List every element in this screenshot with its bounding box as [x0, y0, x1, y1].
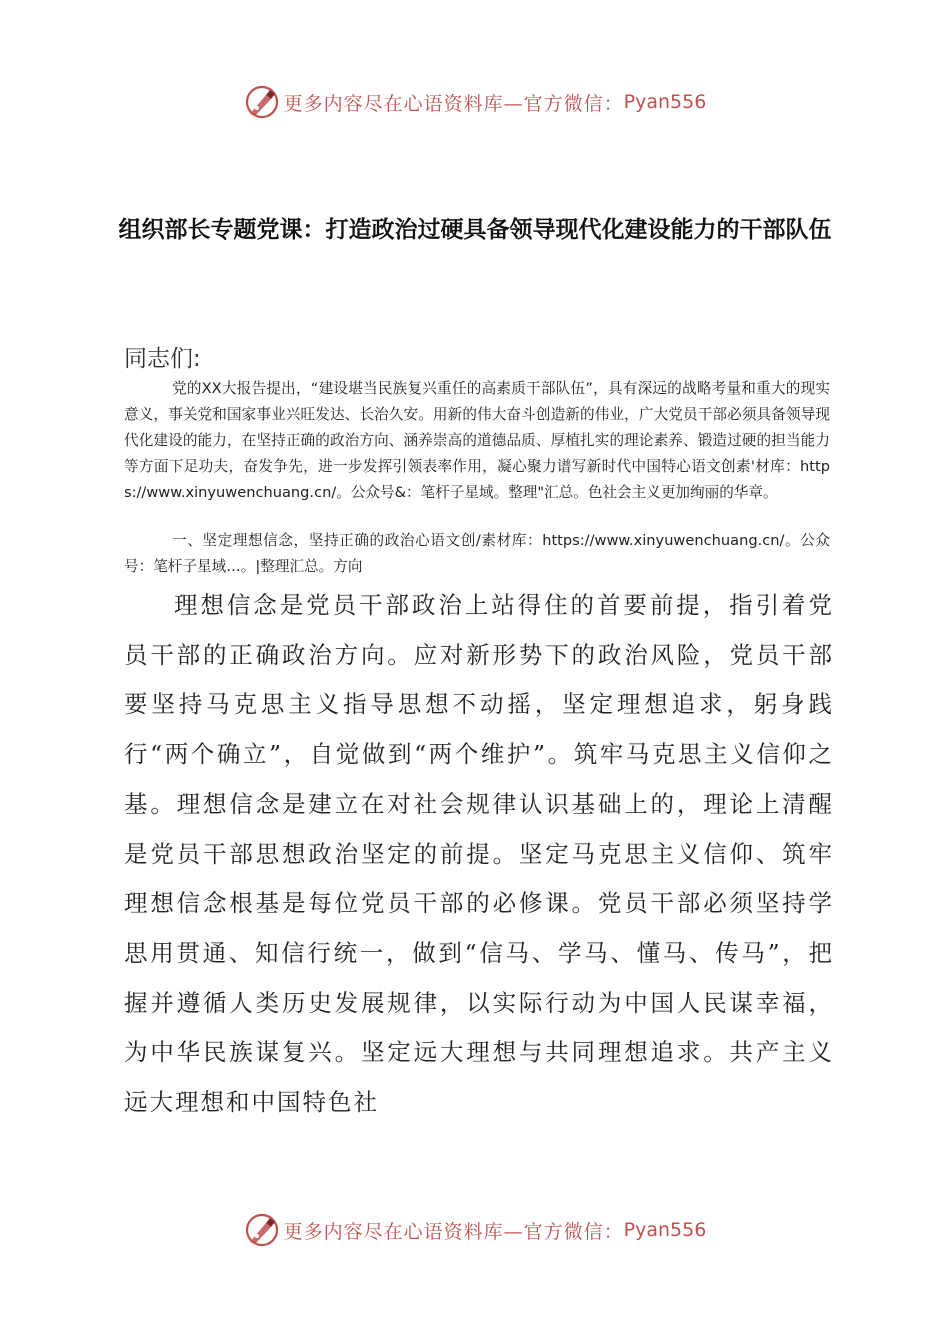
footer-banner-text: 更多内容尽在心语资料库—官方微信： [283, 1220, 624, 1243]
header-banner [0, 82, 950, 122]
document-title: 组织部长专题党课：打造政治过硬具备领导现代化建设能力的干部队伍 [118, 217, 832, 243]
pen-nib-logo-icon [244, 1212, 280, 1248]
intro-paragraph: 党的XX大报告提出，“建设堪当民族复兴重任的高素质干部队伍”，具有深远的战略考量和重大的现实意义，事关党和国家事业兴旺发达、长治久安。用新的伟大奋斗创造新的伟业，广大党员干部必须具备领导现代化建设的能力，在坚持正确的政治方向、涵养崇高的道德品质、厚植扎实的理论素养、锻造过硬的担当能力等方面下足功夫，奋发争先，进一步发挥引领表率作用，凝心聚力谱写新时代中国特心语文创素'材库：https://www.xinyuwenchuang.cn/。公众号&：笔杆子星域。整理"汇总。色社会主义更加绚丽的华章。 [124, 380, 830, 501]
greeting: 同志们: [124, 346, 201, 372]
footer-banner [0, 1210, 950, 1250]
banner-text: 更多内容尽在心语资料库—官方微信： [283, 92, 624, 115]
footer-banner-wechat-id: Pyan556 [623, 1219, 707, 1241]
main-paragraph: 理想信念是党员干部政治上站得住的首要前提，指引着党员干部的正确政治方向。应对新形势下的政治风险，党员干部要坚持马克思主义指导思想不动摇，坚定理想追求，躬身践行“两个确立”，自觉做到“两个维护”。筑牢马克思主义信仰之基。理想信念是建立在对社会规律认识基础上的，理论上清醒是党员干部思想政治坚定的前提。坚定马克思主义信仰、筑牢理想信念根基是每位党员干部的必修课。党员干部必须坚持学思用贯通、知信行统一，做到“信马、学马、懂马、传马”，把握并遵循人类历史发展规律，以实际行动为中国人民谋幸福，为中华民族谋复兴。坚定远大理想与共同理想追求。共产主义远大理想和中国特色社 [124, 591, 834, 1117]
banner-wechat-id: Pyan556 [623, 91, 707, 113]
pen-nib-logo-icon [244, 84, 280, 120]
section-heading-paragraph: 一、坚定理想信念，坚持正确的政治心语文创/素材库：https://www.xinyuwenchuang.cn/。公众号：笔杆子星域…。|整理汇总。方向 [124, 532, 830, 575]
